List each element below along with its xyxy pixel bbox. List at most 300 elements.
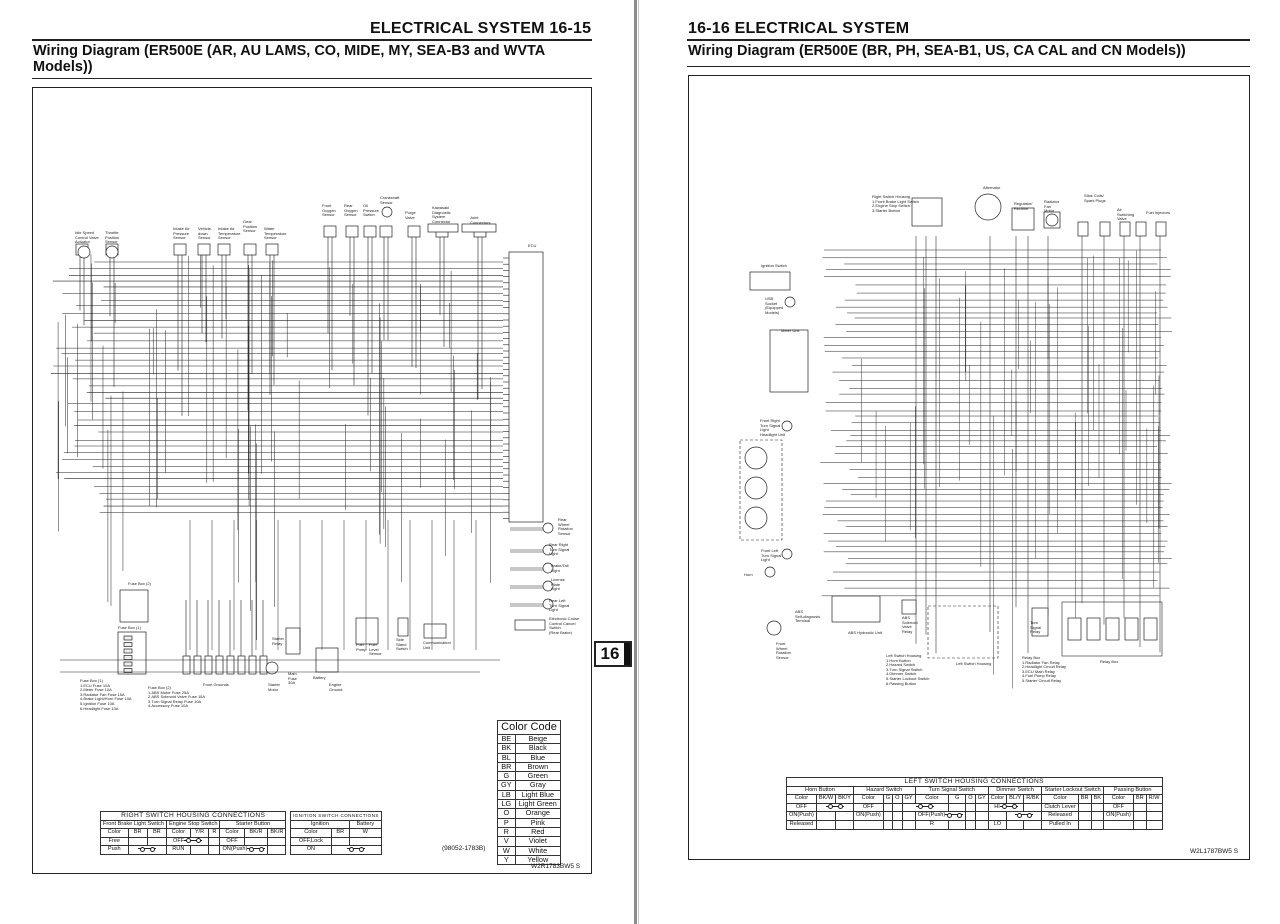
switch-contact [975,820,988,829]
switch-contact [975,803,988,812]
relay-symbol [1106,618,1119,640]
right-diagram-title: Wiring Diagram (ER500E (BR, PH, SEA-B1, US, CA CAL and CN Models)) [688,43,1186,59]
switch-contact [1024,820,1042,829]
switch-contact [331,837,349,846]
switch-position: LO [988,820,1006,829]
switch-position: RUN [166,846,190,855]
idle-speed-valve-symbol [78,246,90,258]
color-code-table [497,720,561,865]
switch-wire-color: Color [1103,795,1133,804]
relay-box-list: Relay Box 1.Radiator Fan Relay 2.Headlight Circuit Relay 3.ECU Main Relay 4.Fuel Pump Relay 5.Starter Circuit Relay [1022,655,1067,683]
switch-position-row [101,846,286,855]
front-left-turn-label: Front Left Turn Signal Light [761,548,782,563]
color-name: Black [515,744,560,753]
switch-contact [893,803,902,812]
diag-connector-label: Kawasaki Diagnostic System Connector [432,205,451,224]
front-wheel-sensor-symbol [767,621,781,635]
switch-wire-color: BK/W [816,795,835,804]
switch-contact [244,837,268,846]
joint-connector-block [462,224,496,232]
top-connector [1136,222,1146,236]
switch-contact [816,803,853,812]
sensor-connector [218,244,230,255]
fuel-pump-label: Fuel Pump [356,642,367,652]
color-name: White [515,846,560,855]
switch-contact [883,812,892,821]
contact-symbol [138,847,156,851]
headlight-lamp-symbol [745,507,767,529]
switch-wire-color: GY [975,795,988,804]
oil-pressure-label: Oil Pressure Switch [363,203,380,218]
switch-contact [1024,803,1042,812]
ignition-switch-label: Ignition Switch [761,263,787,268]
switch-contact [902,803,949,812]
switch-wire-color: R/W [1146,795,1162,804]
switch-wire-color: BR [1078,795,1091,804]
switch-group-name: Ignition [291,820,350,829]
switch-contact [268,837,286,846]
crankshaft-sensor-symbol [382,207,392,217]
color-abbr: LB [498,790,516,799]
switch-position: Free [101,837,129,846]
switch-contact [1091,803,1103,812]
switch-position-row [787,820,1163,829]
contact-symbol [1015,813,1033,817]
switch-position: HI [988,803,1024,812]
switch-contact [1007,820,1024,829]
switch-wire-color: BK [1091,795,1103,804]
front-left-turn-symbol [782,549,792,559]
switch-position-row [787,812,1163,821]
contact-symbol [184,838,202,842]
switch-wire-color: Color [1042,795,1078,804]
ground-connector [238,656,245,674]
switch-group-name: Front Brake Light Switch [101,820,167,829]
fuse-symbol [124,649,132,653]
switch-wire-color: Color [291,829,332,838]
side-stand-block [398,618,408,636]
crankshaft-label: Crankshaft Sensor [380,195,400,205]
intake-temp-label: Intake Air Temperature Sensor [218,226,241,241]
comm-unit-label: Communication Unit [423,640,451,650]
main-fuse-label: Main Fuse 30A [288,671,297,686]
fuse-symbol [124,662,132,666]
purge-valve-label: Purge Valve [405,210,416,220]
left-part-number: (98052-1783B) [442,845,486,852]
color-code-row [498,753,561,762]
switch-wire-color: Color [220,829,244,838]
abs-diag-label: ABS Self-diagnosis Terminal [795,609,821,624]
switch-contact [966,820,975,829]
turn-relay-label: Turn Signal Relay [1030,620,1042,635]
switch-position: OFF,Lock [291,837,332,846]
fuse-box-1-label: Fuse Box (1) [118,625,141,630]
switch-position-row [291,837,382,846]
fuse-symbol [124,636,132,640]
cruise-cancel-label: Electronic Cruise Control Cancel Switch (Rear Brake) [549,616,580,635]
color-code-row [498,837,561,846]
switch-wire-color: Color [101,829,129,838]
sensor-connector [324,226,336,237]
switch-wire-color: Y/R [190,829,209,838]
ecu-block [509,252,543,522]
switch-wire-color: Color [166,829,190,838]
switch-wire-color: BK/R [244,829,268,838]
right-switch-title: RIGHT SWITCH HOUSING CONNECTIONS [101,812,286,821]
abs-unit-label: ABS Hydraulic Unit [848,630,883,635]
ground-connector [216,656,223,674]
switch-position: Push [101,846,129,855]
sensor-connector [408,226,420,237]
battery-label: Battery [313,675,326,680]
color-abbr: R [498,827,516,836]
switch-contact [1146,812,1162,821]
switch-contact [268,846,286,855]
license-plate-label: License Plate Light [551,577,565,592]
ground-connector [183,656,190,674]
switch-contact [902,812,915,821]
switch-wire-color: Color [915,795,949,804]
stick-coils-label: Stick Coils/ Spark Plugs [1084,193,1106,203]
air-switching-label: Air Switching Valve [1117,207,1135,222]
switch-contact [1078,812,1091,821]
switch-contact [1146,820,1162,829]
switch-contact [816,812,835,821]
switch-contact [949,820,966,829]
color-name: Beige [515,735,560,744]
switch-wire-color: Color [988,795,1006,804]
color-code-row [498,744,561,753]
water-temp-label: Water Temperature Sensor [264,226,287,241]
ground-connector [227,656,234,674]
rear-right-turn-label: Rear Right Turn Signal Light [549,542,570,557]
relay-symbol [1144,618,1157,640]
switch-contact [1078,803,1091,812]
switch-position: Clutch Lever [1042,803,1078,812]
top-connector [1120,222,1130,236]
switch-position: Pulled In [1042,820,1078,829]
fuel-sensor-label: Fuel Level Sensor [369,642,382,657]
switch-group-name: Battery [349,820,381,829]
left-switch-housing-label: Left Switch Housing [956,661,992,666]
color-abbr: GY [498,781,516,790]
color-name: Light Blue [515,790,560,799]
switch-group-name: Starter Button [220,820,286,829]
side-stand-label: Side Stand Switch [396,637,408,652]
switch-wire-color: BL/Y [1007,795,1024,804]
switch-wire-color: G [883,795,892,804]
idle-speed-valve-label: Idle Speed Control Valve Actuator [75,230,99,245]
switch-contact [1133,803,1146,812]
joint-connectors-label: Joint Connectors [470,215,491,225]
rear-lamp-symbol [543,523,553,533]
diag-connector-block [428,224,458,232]
throttle-sensor-symbol [106,246,118,258]
usb-socket-symbol [785,297,795,307]
rear-oxygen-label: Rear Oxygen Sensor [344,203,358,218]
switch-wire-color: BK/R [268,829,286,838]
ignition-switch-title: IGNITION SWITCH CONNECTIONS [291,812,382,821]
switch-contact [1091,812,1103,821]
front-wheel-sensor-label: Front Wheel Rotation Sensor [776,641,791,660]
color-name: Green [515,772,560,781]
switch-wire-color: BR [1133,795,1146,804]
switch-contact [949,803,966,812]
color-code-row [498,846,561,855]
abs-solenoid-label: ABS Solenoid Valve Relay [902,615,918,634]
switch-contact [1091,820,1103,829]
switch-group-name: Hazard Switch [853,786,915,795]
rear-wheel-sensor-label: Rear Wheel Rotation Sensor [558,517,573,536]
switch-wire-color: BK/Y [836,795,854,804]
switch-contact [893,812,902,821]
headlight-lamp-symbol [745,477,767,499]
color-code-title: Color Code [498,721,561,735]
color-code-row [498,781,561,790]
relay-symbol [1087,618,1100,640]
relay-symbol [1125,618,1138,640]
abs-relay-block [902,600,916,614]
switch-contact [893,820,902,829]
switch-position: OFF [853,803,883,812]
front-right-turn-symbol [782,421,792,431]
fuse-symbol [124,656,132,660]
color-abbr: V [498,837,516,846]
intake-pressure-label: Intake Air Pressure Sensor [173,226,190,241]
switch-wire-color: Color [787,795,817,804]
switch-contact [883,803,892,812]
fan-motor-symbol [1046,214,1058,226]
switch-position: OFF [787,803,817,812]
regulator-block [1012,208,1034,230]
color-abbr: LG [498,800,516,809]
headlight-unit-label: Headlight Unit [760,432,786,437]
comm-unit-block [424,624,446,638]
switch-group-name: Dimmer Switch [988,786,1042,795]
fuse-symbol [124,643,132,647]
color-name: Violet [515,837,560,846]
switch-contact [190,846,209,855]
front-oxygen-label: Front Oxygen Sensor [322,203,336,218]
ignition-switch-table [290,811,382,855]
switch-contact [209,846,220,855]
switch-group-row [291,820,382,829]
switch-position: ON(Push) [220,846,268,855]
starter-motor-label: Starter Motor [268,682,281,692]
switch-contact [147,837,166,846]
right-diagram-code: W2L1787BW5 S [1190,848,1239,855]
left-switch-list: Left Switch Housing 1.Horn Button 2.Hazard Switch 3.Turn Signal Switch 4.Dimmer Switch 5.Starter Lockout Switch 6.Passing Button [886,653,930,686]
fuse-box-1-list: Fuse Box (1) 1.ECU Fuse 10A 2.Meter Fuse 10A 3.Radiator Fan Fuse 15A 4.Brake Light/Horn Fuse 10A 5.Ignition Fuse 10A 6.Headlight Fuse 10A [80,678,132,711]
switch-wire-color: GY [902,795,915,804]
sensor-connector [364,226,376,237]
right-page-header: 16-16 ELECTRICAL SYSTEM [688,20,910,37]
color-abbr: BL [498,753,516,762]
sensor-connector [174,244,186,255]
gear-position-label: Gear Position Sensor [243,219,258,234]
rear-left-turn-label: Rear Left Turn Signal Light [549,598,570,613]
switch-contact [902,820,915,829]
switch-position: OFF [220,837,244,846]
radiator-fan-label: Radiator Fan Motor [1044,199,1060,214]
switch-position: ON(Push) [853,812,883,821]
color-name: Orange [515,809,560,818]
ground-connector [205,656,212,674]
contact-symbol [826,804,844,808]
contact-symbol [247,847,265,851]
front-grounds-label: Front Grounds [203,682,229,687]
switch-position: ON(Push) [1103,812,1133,821]
switch-contact [1103,820,1133,829]
top-connector [1100,222,1110,236]
switch-contact [128,846,166,855]
switch-contact [1133,820,1146,829]
meter-unit-label: Meter Unit [781,328,800,333]
top-connector [1078,222,1088,236]
left-title-line-1: Wiring Diagram (ER500E (AR, AU LAMS, CO, MIDE, MY, SEA-B3 and WVTA [33,43,546,59]
color-name: Brown [515,762,560,771]
color-abbr: W [498,846,516,855]
switch-group-row [787,786,1163,795]
color-abbr: G [498,772,516,781]
relay-box-label: Relay Box [1100,659,1119,664]
switch-contact [349,837,381,846]
left-diagram-code: W2R1783BW5 S [531,863,581,870]
switch-contact [853,820,883,829]
sensor-connector [380,226,392,237]
fuse-box-2-list: Fuse Box (2) 1.ABS Motor Fuse 25A 2.ABS Solenoid Valve Fuse 15A 3.Turn Signal Relay Fuse 10A 4.Accessory Fuse 10A [148,685,206,709]
contact-symbol [1000,804,1018,808]
switch-contact [1133,812,1146,821]
switch-contact [966,812,975,821]
ground-connector [194,656,201,674]
abs-unit-block [832,596,880,622]
color-name: Red [515,827,560,836]
headlight-lamp-symbol [745,447,767,469]
color-code-row [498,809,561,818]
switch-group-name: Turn Signal Switch [915,786,988,795]
sensor-connector [346,226,358,237]
usb-socket-label: USB Socket (Equipped Models) [765,296,784,315]
fuse-box-2-label: Fuse Box (2) [128,581,151,586]
left-switch-table [786,777,1163,830]
ecu-label: ECU [528,243,537,248]
color-name: Blue [515,753,560,762]
fuse-box-2-block [120,590,148,622]
switch-group-row [101,820,286,829]
sensor-connector [244,244,256,255]
switch-position: OFF(Push) [915,812,966,821]
switch-header-row [291,829,382,838]
relay-symbol [1068,618,1081,640]
switch-contact [1146,803,1162,812]
switch-wire-color: BR [128,829,147,838]
top-connector [1156,222,1166,236]
switch-header-row [787,795,1163,804]
switch-position-row [787,803,1163,812]
switch-position: ON [291,846,332,855]
brake-tail-label: Brake/Tail Light [551,563,569,573]
horn-label: Horn [744,572,753,577]
switch-group-name: Horn Button [787,786,854,795]
switch-wire-color: BR [331,829,349,838]
throttle-sensor-label: Throttle Position Sensor [105,230,120,245]
sensor-connector [266,244,278,255]
color-abbr: BE [498,735,516,744]
switch-group-name: Passing Button [1103,786,1162,795]
switch-position: R [915,820,949,829]
color-name: Pink [515,818,560,827]
contact-symbol [945,813,963,817]
color-name: Light Green [515,800,560,809]
right-switch-table [100,811,286,855]
contact-symbol [347,847,365,851]
switch-position: OFF [1103,803,1133,812]
switch-position: ON(Push) [787,812,817,821]
ignition-switch-block [750,272,790,290]
right-switch-housing-label: Right Switch Housing 1.Front Brake Light Switch 2.Engine Stop Switch 3.Starter Button [872,194,919,213]
color-name: Yellow [515,855,560,864]
switch-position: OFF [166,837,208,846]
switch-contact [209,837,220,846]
color-abbr: BK [498,744,516,753]
ground-connector [260,656,267,674]
switch-position-row [291,846,382,855]
alternator-label: Alternator [983,185,1001,190]
color-abbr: P [498,818,516,827]
switch-wire-color: R/BK [1024,795,1042,804]
section-tab-number: 16 [600,644,620,663]
horn-symbol [765,567,775,577]
switch-contact [883,820,892,829]
starter-relay-label: Starter Relay [272,636,285,646]
switch-contact [128,837,147,846]
left-page-header: ELECTRICAL SYSTEM 16-15 [370,20,592,37]
fuel-pump-block [356,618,378,644]
switch-contact [836,820,854,829]
contact-symbol [916,804,934,808]
switch-position: Released [1042,812,1078,821]
fuel-injectors-label: Fuel Injectors [1146,210,1171,215]
switch-contact [816,820,835,829]
switch-contact [966,803,975,812]
left-title-line-2: Models)) [33,59,93,75]
color-abbr: BR [498,762,516,771]
switch-position-row [101,837,286,846]
switch-wire-color: BR [147,829,166,838]
left-switch-housing-outline [928,606,998,658]
switch-header-row [101,829,286,838]
engine-ground-label: Engine Ground [329,682,343,692]
left-switch-title: LEFT SWITCH HOUSING CONNECTIONS [787,778,1163,787]
color-abbr: O [498,809,516,818]
switch-wire-color: G [949,795,966,804]
switch-contact [331,846,381,855]
cruise-cancel-block [515,620,545,630]
starter-relay-block [286,628,300,654]
switch-contact [1078,820,1091,829]
switch-wire-color: R [209,829,220,838]
switch-position: Released [787,820,817,829]
meter-unit-block [770,330,808,392]
switch-contact [988,812,1006,821]
switch-contact [836,812,854,821]
front-right-turn-label: Front Right Turn Signal Light [760,418,781,433]
regulator-label: Regulator/ Rectifier [1014,201,1033,211]
switch-group-name: Starter Lockout Switch [1042,786,1104,795]
sensor-connector [198,244,210,255]
switch-group-name: Engine Stop Switch [166,820,220,829]
